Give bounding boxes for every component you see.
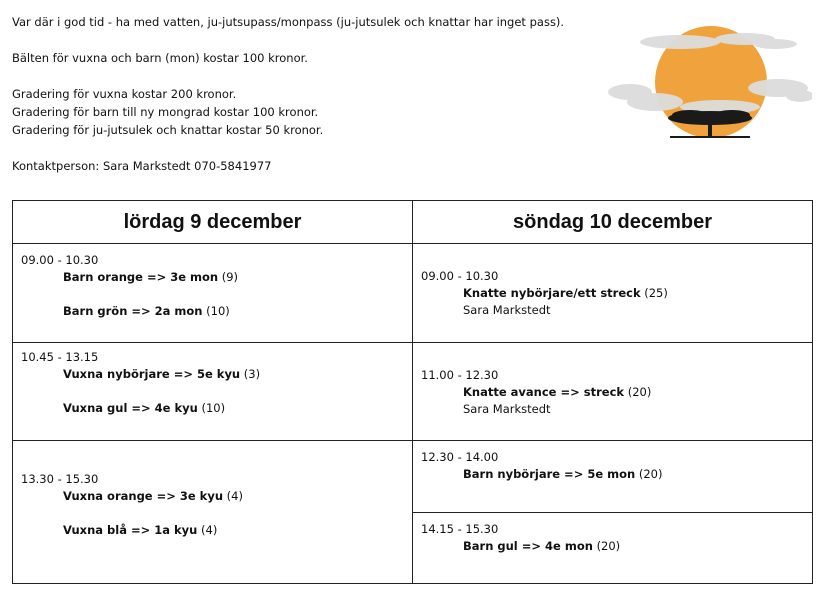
class-entry: Barn gul => 4e mon (20) xyxy=(463,538,621,553)
intro-line-arrival: Var där i god tid - ha med vatten, ju-jutsupass/monpass (ju-jutsulek och knattar har inget pass). xyxy=(12,15,565,29)
sunday-slot-4 xyxy=(413,512,813,584)
saturday-header: lördag 9 december xyxy=(13,201,413,244)
saturday-slot-1 xyxy=(13,244,413,343)
slot-time: 12.30 - 14.00 xyxy=(421,450,499,464)
slot-time: 13.30 - 15.30 xyxy=(21,472,99,486)
intro-text xyxy=(12,13,597,175)
slot-time: 11.00 - 12.30 xyxy=(421,368,499,382)
class-entry: Barn nybörjare => 5e mon (20) xyxy=(463,467,663,481)
class-entry: Vuxna blå => 1a kyu (4) xyxy=(63,523,218,537)
class-entry: Vuxna nybörjare => 5e kyu (3) xyxy=(63,367,261,381)
sunday-slot-1 xyxy=(413,244,813,343)
sunday-header: söndag 10 december xyxy=(413,201,813,244)
sunday-slot-3 xyxy=(413,441,813,513)
class-entry: Vuxna gul => 4e kyu (10) xyxy=(63,401,226,415)
intro-line-grading-children: Gradering för barn till ny mongrad kostar 100 kronor. xyxy=(12,105,319,119)
intro-line-belts: Bälten för vuxna och barn (mon) kostar 100 kronor. xyxy=(12,51,308,65)
slot-time: 09.00 - 10.30 xyxy=(21,253,99,267)
instructor-name: Sara Markstedt xyxy=(463,402,551,416)
slot-time: 09.00 - 10.30 xyxy=(421,269,499,283)
sunday-slot-2 xyxy=(413,343,813,441)
class-entry: Knatte nybörjare/ett streck (25) xyxy=(463,286,668,300)
slot-time: 10.45 - 13.15 xyxy=(21,350,99,364)
class-entry: Vuxna orange => 3e kyu (4) xyxy=(63,489,243,503)
intro-line-grading-kids: Gradering för ju-jutsulek och knattar kostar 50 kronor. xyxy=(12,123,324,137)
slot-time: 14.15 - 15.30 xyxy=(421,521,499,536)
contact-person: Kontaktperson: Sara Markstedt 070-5841977 xyxy=(12,159,272,173)
sunset-tree-logo xyxy=(600,12,812,152)
class-entry: Knatte avance => streck (20) xyxy=(463,385,652,399)
intro-line-grading-adults: Gradering för vuxna kostar 200 kronor. xyxy=(12,87,237,101)
class-entry: Barn orange => 3e mon (9) xyxy=(63,270,239,284)
saturday-slot-2 xyxy=(13,343,413,441)
instructor-name: Sara Markstedt xyxy=(463,303,551,317)
saturday-slot-3 xyxy=(13,441,413,584)
class-entry: Barn grön => 2a mon (10) xyxy=(63,304,230,318)
schedule-table xyxy=(12,200,813,584)
